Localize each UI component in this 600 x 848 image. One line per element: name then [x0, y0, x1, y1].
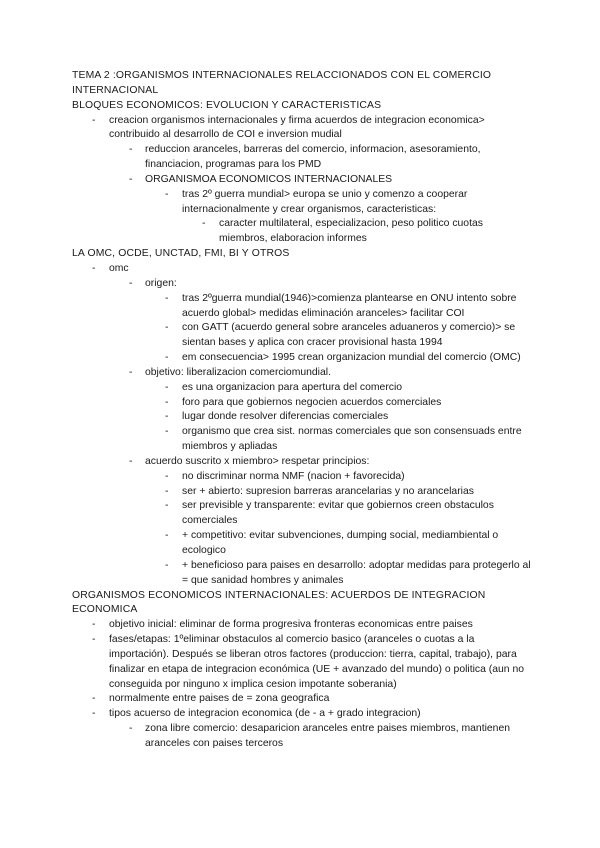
- list-item-text: ser + abierto: supresion barreras arancelarias y no arancelarias: [182, 485, 474, 497]
- list-item-text: + beneficioso para paises en desarrollo: adoptar medidas para protegerlo al = que sanidad hombres y animales: [182, 559, 531, 586]
- list-item: [72, 692, 532, 707]
- list-item-text: tras 2ºguerra mundial(1946)>comienza plantearse en ONU intento sobre acuerdo global> medidas eliminación aranceles> facilitar COI: [182, 292, 517, 319]
- list-item: [109, 277, 532, 366]
- list-item: [145, 292, 532, 322]
- list-item-text: caracter multilateral, especializacion, peso politico cuotas miembros, elaboracion informes: [219, 218, 483, 245]
- list-item: [145, 321, 532, 351]
- list-item: [145, 559, 532, 589]
- dash-bullet: -: [165, 485, 169, 497]
- document-body: [72, 69, 532, 752]
- list-item: [72, 114, 532, 248]
- dash-bullet: -: [92, 634, 96, 646]
- sublist: [182, 217, 532, 247]
- list-item: [145, 396, 532, 411]
- sublist: [145, 381, 532, 455]
- sublist: [109, 722, 532, 752]
- sublist: [145, 188, 532, 247]
- list-item-text: foro para que gobiernos negocien acuerdos comerciales: [182, 396, 442, 408]
- dash-bullet: -: [165, 530, 169, 542]
- list-item: [109, 722, 532, 752]
- dash-bullet: -: [129, 723, 133, 735]
- list-item-text: tipos acuerso de integracion economica (de - a + grado integracion): [109, 708, 421, 720]
- list-item-text: tras 2º guerra mundial> europa se unio y comenzo a cooperar internacionalmente y crear organismos, caracteristicas:: [182, 188, 468, 215]
- list-item: [145, 485, 532, 500]
- list-item-text: ser previsible y transparente: evitar que gobiernos creen obstaculos comerciales: [182, 500, 494, 527]
- list-item: [182, 217, 532, 247]
- dash-bullet: -: [92, 708, 96, 720]
- list-item-text: reduccion aranceles, barreras del comercio, informacion, asesoramiento, financiacion, programas para los PMD: [145, 144, 481, 171]
- section-heading-integracion: ORGANISMOS ECONOMICOS INTERNACIONALES: ACUERDOS DE INTEGRACION ECONOMICA: [72, 589, 486, 616]
- sublist: [109, 277, 532, 589]
- list-item-text: objetivo inicial: eliminar de forma progresiva fronteras economicas entre paises: [109, 619, 473, 631]
- dash-bullet: -: [165, 352, 169, 364]
- list-item-text: fases/etapas: 1ºeliminar obstaculos al comercio basico (aranceles o cuotas a la importación). Después se liberan otros factores (produccion: tierra, capital, trabajo), para finalizar en etapa de integracion económica (UE + avanzado del mundo) o politica (aun no conseguida por ninguno x implica cesion impotante soberania): [109, 634, 525, 690]
- list-item-text: organismo que crea sist. normas comerciales que son consensuads entre miembros y apliadas: [182, 426, 522, 453]
- list-item: [109, 143, 532, 173]
- list-item-text: objetivo: liberalizacion comerciomundial.: [145, 366, 331, 378]
- bloques-list: [72, 114, 532, 248]
- dash-bullet: -: [202, 218, 206, 230]
- dash-bullet: -: [165, 470, 169, 482]
- list-item-text: es una organizacion para apertura del comercio: [182, 381, 403, 393]
- dash-bullet: -: [165, 381, 169, 393]
- list-item-text: creacion organismos internacionales y firma acuerdos de integracion economica> contribuido al desarrollo de COI e inversion mudial: [109, 114, 485, 141]
- list-item: [145, 470, 532, 485]
- dash-bullet: -: [165, 426, 169, 438]
- document-title: TEMA 2 :ORGANISMOS INTERNACIONALES RELACCIONADOS CON EL COMERCIO INTERNACIONAL: [72, 70, 492, 96]
- dash-bullet: -: [92, 693, 96, 705]
- sublist: [145, 470, 532, 589]
- dash-bullet: -: [129, 455, 133, 467]
- integracion-list: [72, 618, 532, 752]
- list-item: [109, 173, 532, 247]
- dash-bullet: -: [165, 322, 169, 334]
- list-item: [72, 633, 532, 692]
- dash-bullet: -: [129, 277, 133, 289]
- omc-list: [72, 262, 532, 589]
- list-item: [145, 351, 532, 366]
- list-item-text: normalmente entre paises de = zona geografica: [109, 693, 330, 705]
- list-item-text: con GATT (acuerdo general sobre aranceles aduaneros y comercio)> se sientan bases y aplica con cracer provisional hasta 1994: [182, 322, 516, 349]
- dash-bullet: -: [165, 500, 169, 512]
- dash-bullet: -: [165, 292, 169, 304]
- section-heading-omc: LA OMC, OCDE, UNCTAD, FMI, BI Y OTROS: [72, 248, 290, 260]
- list-item-text: omc: [109, 262, 129, 274]
- dash-bullet: -: [92, 262, 96, 274]
- list-item-text: ORGANISMOA ECONOMICOS INTERNACIONALES: [145, 173, 393, 185]
- list-item-text: origen:: [145, 277, 177, 289]
- list-item-text: lugar donde resolver diferencias comerciales: [182, 411, 389, 423]
- dash-bullet: -: [129, 144, 133, 156]
- list-item: [145, 188, 532, 247]
- dash-bullet: -: [165, 188, 169, 200]
- list-item: [72, 262, 532, 589]
- list-item: [72, 618, 532, 633]
- list-item: [145, 529, 532, 559]
- dash-bullet: -: [165, 411, 169, 423]
- dash-bullet: -: [165, 396, 169, 408]
- sublist: [109, 143, 532, 247]
- list-item: [145, 381, 532, 396]
- list-item: [72, 707, 532, 752]
- dash-bullet: -: [92, 114, 96, 126]
- list-item-text: em consecuencia> 1995 crean organizacion mundial del comercio (OMC): [182, 352, 521, 364]
- dash-bullet: -: [129, 366, 133, 378]
- dash-bullet: -: [92, 619, 96, 631]
- list-item-text: acuerdo suscrito x miembro> respetar principios:: [145, 455, 370, 467]
- list-item-text: zona libre comercio: desaparicion aranceles entre paises miembros, mantienen aranceles con paises terceros: [145, 723, 511, 749]
- list-item-text: + competitivo: evitar subvenciones, dumping social, mediambiental o ecologico: [182, 530, 499, 556]
- list-item: [109, 366, 532, 455]
- sublist: [145, 292, 532, 366]
- dash-bullet: -: [165, 559, 169, 571]
- list-item: [145, 425, 532, 455]
- section-heading-bloques: BLOQUES ECONOMICOS: EVOLUCION Y CARACTERISTICAS: [72, 99, 382, 111]
- list-item: [145, 499, 532, 529]
- dash-bullet: -: [129, 173, 133, 185]
- list-item: [145, 410, 532, 425]
- list-item: [109, 455, 532, 589]
- list-item-text: no discriminar norma NMF (nacion + favorecida): [182, 470, 405, 482]
